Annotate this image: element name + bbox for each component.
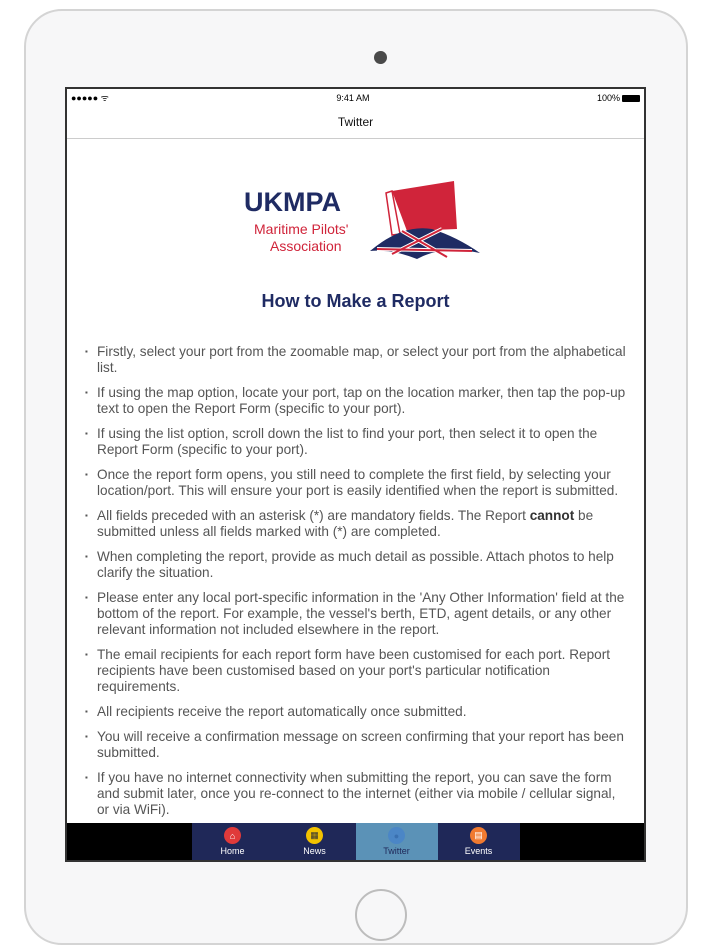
tab-news[interactable]: ▦ News — [274, 823, 356, 860]
status-bar — [67, 89, 644, 106]
list-item: ▪ Firstly, select your port from the zoomable map, or select your port from the alphabetical list. — [87, 344, 630, 376]
battery-indicator: 100% — [597, 93, 640, 103]
page-heading: How to Make a Report — [261, 291, 450, 311]
list-item: ▪ All recipients receive the report automatically once submitted. — [87, 704, 630, 720]
list-item: ▪ You will receive a confirmation message on screen confirming that your report has been submitted. — [87, 729, 630, 761]
ukmpa-logo — [242, 179, 482, 264]
tab-bar — [67, 823, 644, 860]
home-icon: ⌂ — [224, 827, 241, 844]
instructions-list — [87, 344, 630, 823]
list-item: ▪ If using the list option, scroll down the list to find your port, then select it to open the Report Form (specific to your port). — [87, 426, 630, 458]
tab-home[interactable]: ⌂ Home — [192, 823, 274, 860]
clock: 9:41 AM — [336, 92, 370, 103]
list-item: ▪ Once the report form opens, you still need to complete the first field, by selecting your location/port. This will ensure your port is easily identified when the report is submitted. — [87, 467, 630, 499]
list-item: ▪ Please enter any local port-specific information in the 'Any Other Information' field at the bottom of the report. For example, the vessel's berth, ETD, agent details, or any other relevant information not included elsewhere in the report. — [87, 590, 630, 638]
nav-title: Twitter — [337, 115, 374, 129]
tab-twitter[interactable]: ● Twitter — [356, 823, 438, 860]
device-home-button[interactable] — [355, 889, 407, 941]
twitter-icon: ● — [388, 827, 405, 844]
list-item: ▪ If using the map option, locate your port, tap on the location marker, then tap the pop-up text to open the Report Form (specific to your port). — [87, 385, 630, 417]
content-scroll[interactable] — [67, 139, 644, 823]
screen — [65, 87, 646, 862]
list-item: ▪ When completing the report, provide as much detail as possible. Attach photos to help clarify the situation. — [87, 549, 630, 581]
nav-bar — [67, 106, 644, 139]
signal-indicator: ●●●●● ᯤ — [71, 93, 109, 103]
svg-text:Maritime Pilots': Maritime Pilots' — [254, 221, 349, 237]
svg-text:UKMPA: UKMPA — [244, 187, 341, 217]
list-item: ▪ The email recipients for each report form have been customised for each port. Report recipients have been customised based on your port's particular notification requirements. — [87, 647, 630, 695]
list-item: ▪ If you have no internet connectivity when submitting the report, you can save the form and submit later, once you re-connect to the internet (either via mobile / cellular signal, or via WiFi). — [87, 770, 630, 818]
calendar-icon: ▤ — [470, 827, 487, 844]
camera — [374, 51, 387, 64]
tab-events[interactable]: ▤ Events — [438, 823, 520, 860]
battery-icon — [622, 95, 640, 102]
news-icon: ▦ — [306, 827, 323, 844]
svg-text:Association: Association — [270, 238, 342, 254]
list-item: ▪ All fields preceded with an asterisk (*) are mandatory fields. The Report cannot be submitted unless all fields marked with (*) are completed. — [87, 508, 630, 540]
